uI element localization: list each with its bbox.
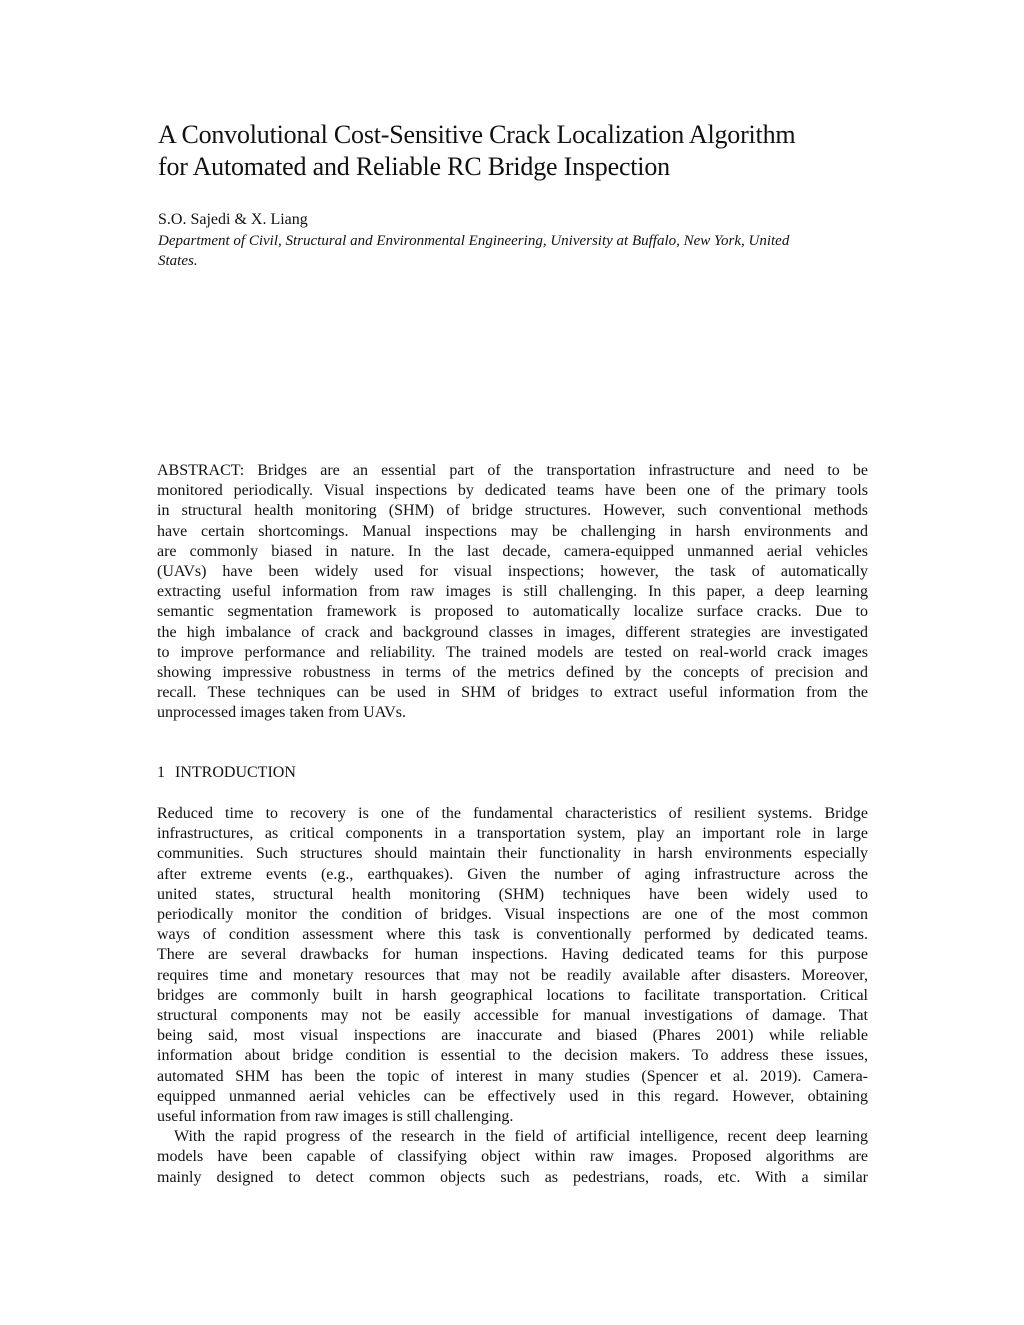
- introduction-body: [157, 804, 868, 1188]
- intro-line: bridges are commonly built in harsh geographical locations to facilitate transportation. Critical: [157, 986, 868, 1004]
- abstract-line: extracting useful information from raw images is still challenging. In this paper, a deep learning: [157, 583, 868, 601]
- abstract-line: semantic segmentation framework is proposed to automatically localize surface cracks. Due to: [157, 603, 868, 621]
- intro-line: requires time and monetary resources that may not be readily available after disasters. Moreover,: [157, 966, 868, 984]
- intro-line: being said, most visual inspections are inaccurate and biased (Phares 2001) while reliable: [157, 1027, 868, 1045]
- abstract-line: ABSTRACT: Bridges are an essential part of the transportation infrastructure and need to be: [157, 462, 868, 479]
- abstract-line: have certain shortcomings. Manual inspections may be challenging in harsh environments and: [157, 522, 868, 540]
- intro-line: after extreme events (e.g., earthquakes). Given the number of aging infrastructure across the: [157, 865, 868, 883]
- paper-title-line: for Automated and Reliable RC Bridge Inspection: [158, 152, 670, 181]
- intro-line: information about bridge condition is essential to the decision makers. To address these issues,: [157, 1047, 868, 1065]
- section-number: 1: [157, 764, 165, 781]
- intro-line: With the rapid progress of the research in the field of artificial intelligence, recent deep learning: [174, 1128, 868, 1146]
- intro-line: useful information from raw images is still challenging.: [157, 1108, 514, 1126]
- intro-line: united states, structural health monitoring (SHM) techniques have been widely used to: [157, 885, 868, 903]
- author-affiliation: [158, 231, 868, 271]
- intro-line: periodically monitor the condition of bridges. Visual inspections are one of the most common: [157, 906, 868, 924]
- abstract-line: recall. These techniques can be used in SHM of bridges to extract useful information from the: [157, 684, 868, 702]
- abstract-line: unprocessed images taken from UAVs.: [157, 704, 406, 722]
- paper-authors: S.O. Sajedi & X. Liang: [158, 211, 308, 228]
- intro-line: automated SHM has been the topic of interest in many studies (Spencer et al. 2019). Camera-: [157, 1067, 868, 1085]
- abstract-line: the high imbalance of crack and background classes in images, different strategies are investigated: [157, 623, 868, 641]
- paper-title: [158, 119, 878, 183]
- abstract-line: in structural health monitoring (SHM) of bridge structures. However, such conventional methods: [157, 502, 868, 520]
- abstract-line: to improve performance and reliability. The trained models are tested on real-world crack images: [157, 643, 868, 661]
- section-title: INTRODUCTION: [175, 764, 296, 781]
- intro-line: mainly designed to detect common objects such as pedestrians, roads, etc. With a similar: [157, 1168, 868, 1186]
- intro-line: There are several drawbacks for human inspections. Having dedicated teams for this purpose: [157, 946, 868, 964]
- intro-line: structural components may not be easily accessible for manual investigations of damage. That: [157, 1007, 868, 1025]
- intro-line: infrastructures, as critical components in a transportation system, play an important role in large: [157, 825, 868, 843]
- affiliation-line: Department of Civil, Structural and Environmental Engineering, University at Buffalo, New York, United: [158, 233, 790, 249]
- abstract-line: are commonly biased in nature. In the last decade, camera-equipped unmanned aerial vehicles: [157, 542, 868, 560]
- section-heading-introduction: [157, 763, 296, 783]
- abstract-line: showing impressive robustness in terms of the metrics defined by the concepts of precision and: [157, 664, 868, 682]
- paper-title-line: A Convolutional Cost-Sensitive Crack Localization Algorithm: [158, 120, 796, 149]
- affiliation-line: States.: [158, 253, 198, 269]
- intro-line: communities. Such structures should maintain their functionality in harsh environments especially: [157, 845, 868, 863]
- intro-line: equipped unmanned aerial vehicles can be effectively used in this regard. However, obtaining: [157, 1087, 868, 1105]
- abstract-line: (UAVs) have been widely used for visual inspections; however, the task of automatically: [157, 563, 868, 581]
- abstract-paragraph: [157, 461, 868, 724]
- intro-line: models have been capable of classifying object within raw images. Proposed algorithms are: [157, 1148, 868, 1166]
- abstract-line: monitored periodically. Visual inspections by dedicated teams have been one of the primary tools: [157, 482, 868, 500]
- intro-line: ways of condition assessment where this task is conventionally performed by dedicated teams.: [157, 926, 868, 944]
- intro-line: Reduced time to recovery is one of the fundamental characteristics of resilient systems. Bridge: [157, 805, 868, 822]
